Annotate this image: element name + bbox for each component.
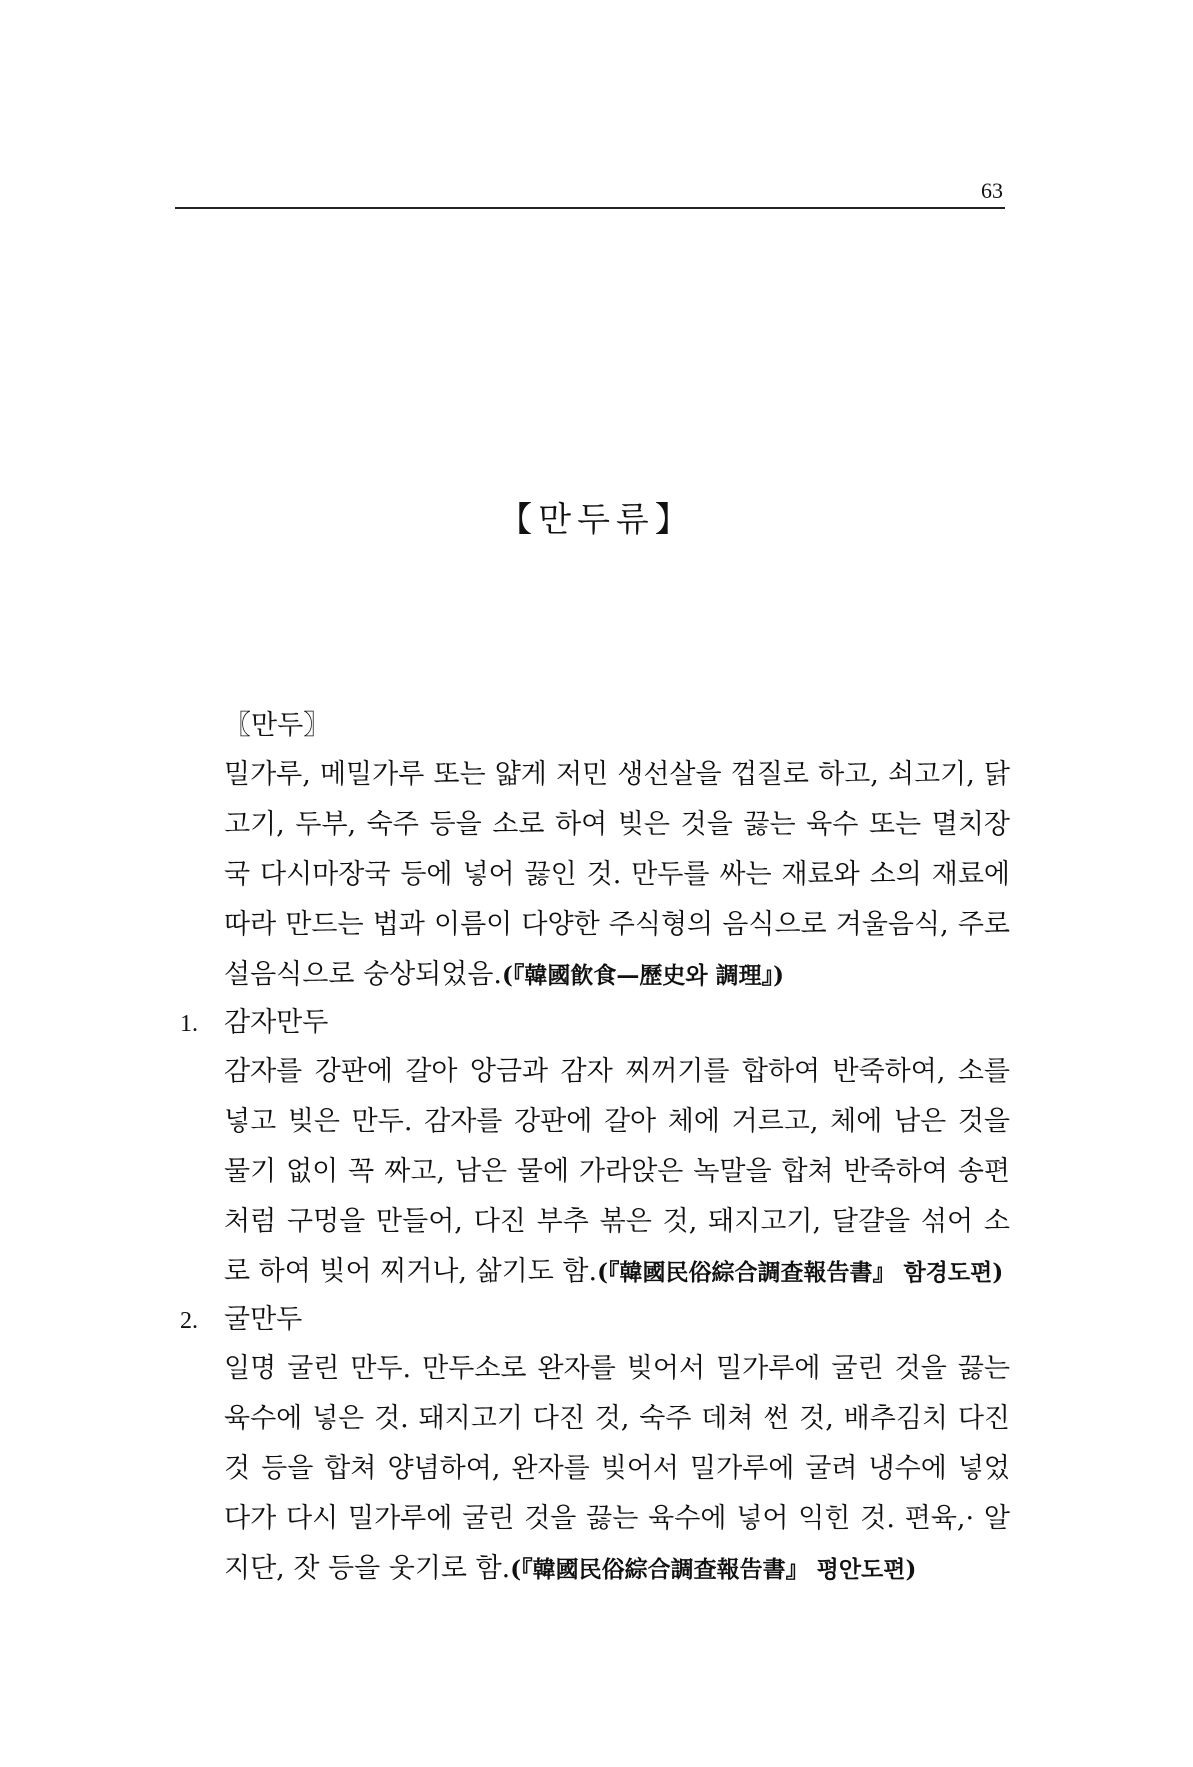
item-text-2 (224, 1344, 1010, 1595)
entry-text (224, 750, 1010, 1001)
item-description-1: 감자를 강판에 갈아 앙금과 감자 찌꺼기를 합하여 반죽하여, 소를 넣고 빚은 만두. 감자를 강판에 갈아 체에 거르고, 체에 남은 것을 물기 없이 꼭 짜고, 남은 물에 가라앉은 녹말을 합쳐 반죽하여 송편처럼 구멍을 만들어, 다진 부추 볶은 것, 돼지고기, 달걀을 섞어 소로 하여 빚어 찌거나, 삶기도 함. (224, 1056, 1010, 1287)
item-citation-1: (『韓國民俗綜合調查報告書』 함경도편) (597, 1259, 1004, 1286)
item-description-2: 일명 굴린 만두. 만두소로 완자를 빚어서 밀가루에 굴린 것을 끓는 육수에 넣은 것. 돼지고기 다진 것, 숙주 데쳐 썬 것, 배추김치 다진 것 등을 합쳐 양념하여, 완자를 빚어서 밀가루에 굴려 냉수에 넣었다가 다시 밀가루에 굴린 것을 끓는 육수에 넣어 익힌 것. 편육,· 알지단, 잣 등을 웃기로 함. (224, 1353, 1010, 1584)
item-name-2: 굴만두 (224, 1304, 303, 1335)
item-citation-2: (『韓國民俗綜合調查報告書』 평안도편) (510, 1556, 917, 1583)
entry-citation: (『韓國飮食—歷史와 調理』) (502, 962, 784, 989)
item-number-2: 2. (180, 1308, 198, 1334)
page-body (180, 706, 1010, 1595)
item-number-1: 1. (180, 1011, 198, 1037)
item-name-1: 감자만두 (224, 1007, 329, 1038)
item-heading-1 (180, 1003, 1010, 1043)
item-heading-2 (180, 1300, 1010, 1340)
item-text-1 (224, 1047, 1010, 1298)
section-title: 【만두류】 (498, 500, 695, 540)
entry-description: 밀가루, 메밀가루 또는 얇게 저민 생선살을 껍질로 하고, 쇠고기, 닭고기, 두부, 숙주 등을 소로 하여 빚은 것을 끓는 육수 또는 멸치장국 다시마장국 등에 넣어 끓인 것. 만두를 싸는 재료와 소의 재료에 따라 만드는 법과 이름이 다양한 주식형의 음식으로 겨울음식, 주로 설음식으로 숭상되었음. (224, 759, 1010, 990)
header-rule (175, 207, 1005, 209)
page-number: 63 (981, 178, 1003, 203)
entry-heading: 〖만두〗 (224, 710, 331, 741)
